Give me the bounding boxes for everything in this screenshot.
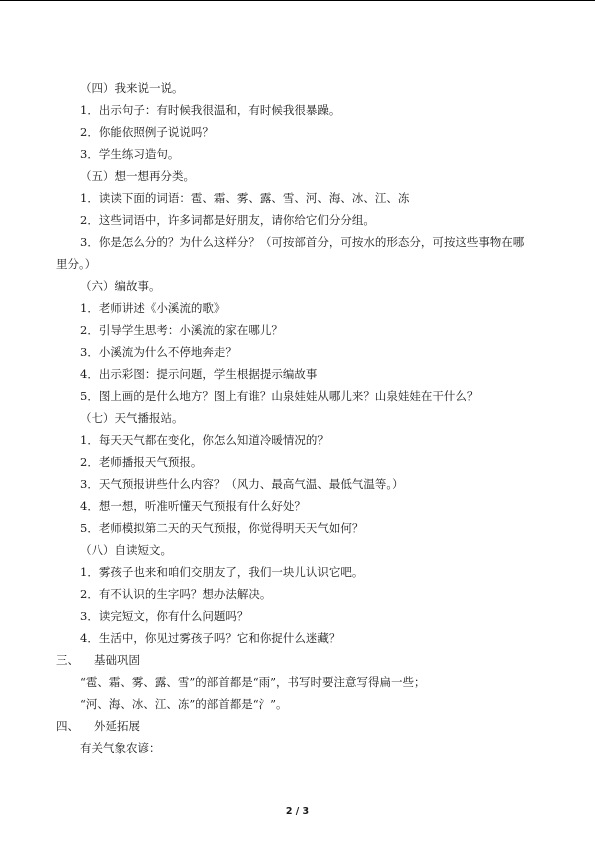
section-title: 基础巩固 bbox=[94, 653, 140, 667]
page-number: 2 / 3 bbox=[285, 806, 310, 817]
section-heading-3 bbox=[56, 653, 140, 667]
list-item: 2．老师播报天气预报。 bbox=[80, 455, 203, 469]
list-item: 3．学生练习造句。 bbox=[80, 147, 180, 161]
list-item-continuation: 里分。） bbox=[56, 257, 97, 271]
section-number: 三、 bbox=[56, 653, 79, 667]
paragraph-line: “雹、霜、雾、露、雪”的部首都是“雨”，书写时要注意写得扁一些； bbox=[80, 675, 426, 689]
list-item: 3．读完短文，你有什么问题吗？ bbox=[80, 609, 249, 623]
list-item: 3．天气预报讲些什么内容？（风力、最高气温、最低气温等。） bbox=[80, 477, 404, 491]
list-item: 3．小溪流为什么不停地奔走？ bbox=[80, 345, 237, 359]
list-item: 1．每天天气都在变化，你怎么知道冷暖情况的？ bbox=[80, 433, 329, 447]
list-item: 2．有不认识的生字吗？想办法解决。 bbox=[80, 587, 272, 601]
list-item: 5．图上画的是什么地方？图上有谁？山泉娃娃从哪儿来？山泉娃娃在干什么？ bbox=[80, 389, 479, 403]
section-title: 外延拓展 bbox=[94, 719, 140, 733]
section-heading-4 bbox=[56, 719, 140, 733]
list-item: 1．雾孩子也来和咱们交朋友了，我们一块儿认识它吧。 bbox=[80, 565, 364, 579]
subheading-6: （六）编故事。 bbox=[80, 279, 161, 293]
paragraph-line: 有关气象农谚： bbox=[80, 741, 161, 755]
subheading-4: （四）我来说一说。 bbox=[80, 81, 184, 95]
list-item: 4．出示彩图：提示问题，学生根据提示编故事 bbox=[80, 367, 318, 381]
subheading-5: （五）想一想再分类。 bbox=[80, 169, 195, 183]
list-item: 1．读读下面的词语：雹、霜、雾、露、雪、河、海、冰、江、冻 bbox=[80, 191, 410, 205]
paragraph-line: “河、海、冰、江、冻”的部首都是“氵”。 bbox=[80, 697, 288, 711]
list-item: 2．引导学生思考：小溪流的家在哪儿？ bbox=[80, 323, 283, 337]
list-item: 4．生活中，你见过雾孩子吗？它和你捉什么迷藏？ bbox=[80, 631, 341, 645]
list-item: 2．这些词语中，许多词都是好朋友，请你给它们分分组。 bbox=[80, 213, 375, 227]
list-item: 3．你是怎么分的？为什么这样分？（可按部首分，可按水的形态分，可按这些事物在哪 bbox=[80, 235, 525, 249]
list-item: 1．出示句子：有时候我很温和，有时候我很暴躁。 bbox=[80, 103, 341, 117]
subheading-8: （八）自读短文。 bbox=[80, 543, 172, 557]
subheading-7: （七）天气播报站。 bbox=[80, 411, 184, 425]
list-item: 5．老师模拟第二天的天气预报，你觉得明天天气如何？ bbox=[80, 521, 364, 535]
list-item: 4．想一想，听准听懂天气预报有什么好处？ bbox=[80, 499, 306, 513]
section-number: 四、 bbox=[56, 719, 79, 733]
list-item: 1．老师讲述《小溪流的歌》 bbox=[80, 301, 226, 315]
list-item: 2．你能依照例子说说吗？ bbox=[80, 125, 214, 139]
